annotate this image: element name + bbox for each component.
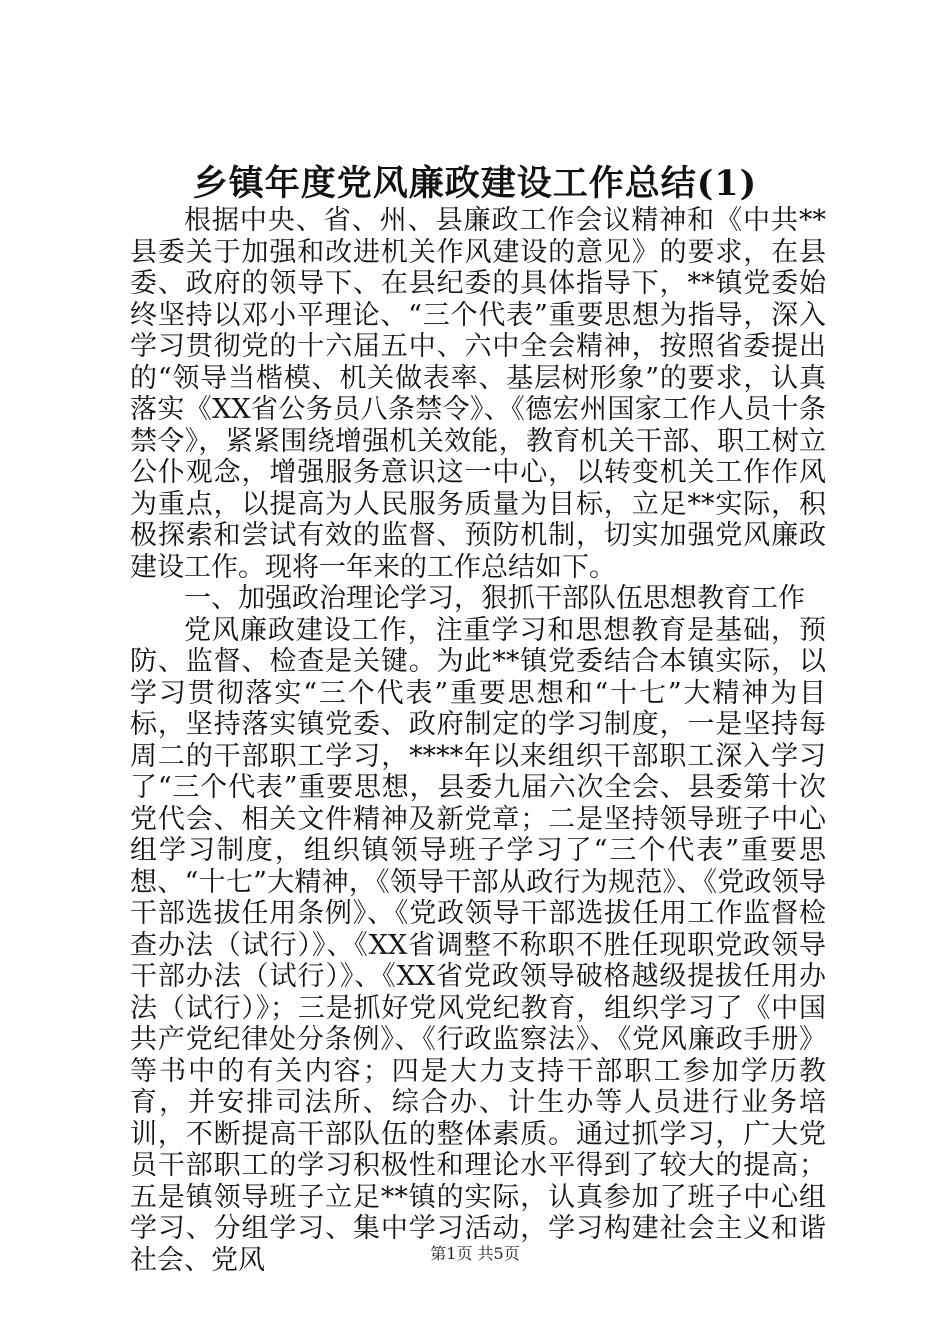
- document-body: [130, 205, 826, 1276]
- document-title: 乡镇年度党风廉政建设工作总结(1): [192, 163, 758, 204]
- paragraph-intro: 根据中央、省、州、县廉政工作会议精神和《中共**县委关于加强和改进机关作风建设的意见》的要求，在县委、政府的领导下、在县纪委的具体指导下，**镇党委始终坚持以邓小平理论、“三个代表”重要思想为指导，深入学习贯彻党的十六届五中、六中全会精神，按照省委提出的“领导当楷模、机关做表率、基层树形象”的要求，认真落实《XX省公务员八条禁令》、《德宏州国家工作人员十条禁令》，紧紧围绕增强机关效能，教育机关干部、职工树立公仆观念，增强服务意识这一中心，以转变机关工作作风为重点，以提高为人民服务质量为目标，立足**实际，积极探索和尝试有效的监督、预防机制，切实加强党风廉政建设工作。现将一年来的工作总结如下。: [130, 205, 826, 583]
- paragraph-section-1: 党风廉政建设工作，注重学习和思想教育是基础，预防、监督、检查是关键。为此**镇党委结合本镇实际，以学习贯彻落实“三个代表”重要思想和“十七”大精神为目标，坚持落实镇党委、政府制定的学习制度，一是坚持每周二的干部职工学习，****年以来组织干部职工深入学习了“三个代表”重要思想，县委九届六次全会、县委第十次党代会、相关文件精神及新党章；二是坚持领导班子中心组学习制度，组织镇领导班子学习了“三个代表”重要思想、“十七”大精神，《领导干部从政行为规范》、《党政领导干部选拔任用条例》、《党政领导干部选拔任用工作监督检查办法（试行）》、《XX省调整不称职不胜任现职党政领导干部办法（试行）》、《XX省党政领导破格越级提拔任用办法（试行）》；三是抓好党风党纪教育，组织学习了《中国共产党纪律处分条例》、《行政监察法》、《党风廉政手册》等书中的有关内容；四是大力支持干部职工参加学历教育，并安排司法所、综合办、计生办等人员进行业务培训，不断提高干部队伍的整体素质。通过抓学习，广大党员干部职工的学习积极性和理论水平得到了较大的提高；五是镇领导班子立足**镇的实际，认真参加了班子中心组学习、分组学习、集中学习活动，学习构建社会主义和谐社会、党风: [130, 614, 826, 1276]
- page-number-footer: 第1页 共5页: [430, 1244, 520, 1263]
- section-heading-1: 一、加强政治理论学习，狠抓干部队伍思想教育工作: [184, 583, 805, 614]
